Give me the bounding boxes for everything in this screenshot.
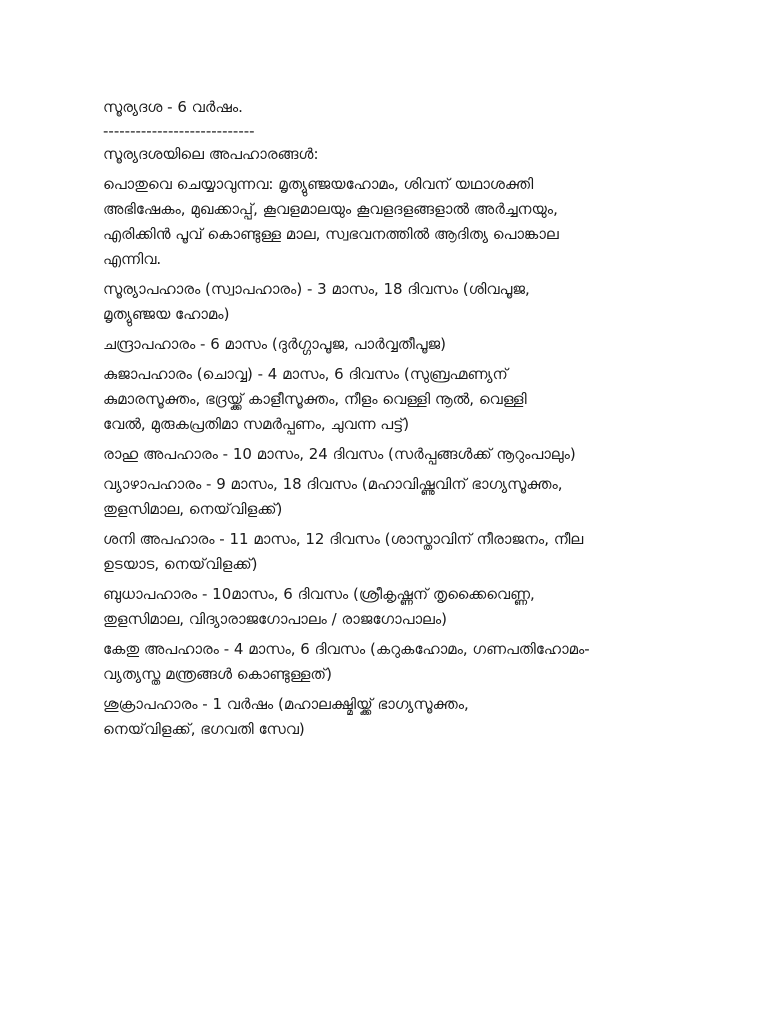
paragraph-kuja-apahara (103, 362, 683, 437)
text-line: വേൽ, മുരുകപ്രതിമാ സമർപ്പണം, ചുവന്ന പട്ട്) (103, 415, 410, 433)
document-title: സൂര്യദശ - 6 വർഷം. (103, 98, 243, 116)
text-line: തുളസിമാല, വിദ്യാരാജഗോപാലം / രാജഗോപാലം) (103, 610, 448, 628)
paragraph-general-remedies (103, 172, 683, 272)
text-line: ചന്ദ്രാപഹാരം - 6 മാസം (ദുർഗ്ഗാപൂജ, പാർവ്വതീപൂജ) (103, 335, 447, 353)
text-line: ഉടയാട, നെയ്‌വിളക്ക്) (103, 555, 258, 573)
horizontal-rule: ---------------------------- (103, 122, 255, 140)
text-line: ബുധാപഹാരം - 10മാസം, 6 ദിവസം (ശ്രീകൃഷ്ണന് തൃക്കൈവെണ്ണ, (103, 585, 535, 603)
text-line: കുജാപഹാരം (ചൊവ്വ) - 4 മാസം, 6 ദിവസം (സുബ്രഹ്മണ്യന് (103, 365, 508, 383)
paragraph-rahu-apahara (103, 442, 683, 467)
paragraph-vyazha-apahara (103, 472, 683, 522)
text-line: പൊതുവെ ചെയ്യാവുന്നവ: മൃത്യുഞ്ജയഹോമം, ശിവന് യഥാശക്തി (103, 175, 534, 193)
text-line: എരിക്കിൻ പൂവ് കൊണ്ടുള്ള മാല, സ്വഭവനത്തിൽ ആദിത്യ പൊങ്കാല (103, 225, 559, 243)
section-heading: സൂര്യദശയിലെ അപഹാരങ്ങൾ: (103, 145, 319, 163)
paragraph-chandra-apahara (103, 332, 683, 357)
text-line: ശനി അപഹാരം - 11 മാസം, 12 ദിവസം (ശാസ്താവിന് നീരാജനം, നീല (103, 530, 584, 548)
text-line: വ്യത്യസ്ത മന്ത്രങ്ങൾ കൊണ്ടുള്ളത്) (103, 665, 332, 683)
text-line: അഭിഷേകം, മുഖക്കാപ്പ്, കൂവളമാലയും കൂവളദളങ്ങളാൽ അർച്ചനയും, (103, 200, 558, 218)
paragraph-shani-apahara (103, 527, 683, 577)
paragraph-ketu-apahara (103, 637, 683, 687)
text-line: രാഹു അപഹാരം - 10 മാസം, 24 ദിവസം (സർപ്പങ്ങൾക്ക് നൂറുംപാലും) (103, 445, 576, 463)
paragraph-shukra-apahara (103, 692, 683, 742)
text-line: സൂര്യാപഹാരം (സ്വാപഹാരം) - 3 മാസം, 18 ദിവസം (ശിവപൂജ, (103, 280, 530, 298)
text-line: തുളസിമാല, നെയ്‌വിളക്ക്) (103, 500, 283, 518)
text-line: മൃത്യുഞ്ജയ ഹോമം) (103, 305, 230, 323)
text-line: നെയ്‌വിളക്ക്, ഭഗവതി സേവ) (103, 720, 305, 738)
paragraph-budha-apahara (103, 582, 683, 632)
document-body (103, 95, 683, 747)
text-line: ശുക്രാപഹാരം - 1 വർഷം (മഹാലക്ഷ്മിയ്ക്ക് ഭാഗ്യസൂക്തം, (103, 695, 469, 713)
paragraph-surya-apahara (103, 277, 683, 327)
text-line: എന്നിവ. (103, 250, 162, 268)
text-line: കുമാരസൂക്തം, ഭദ്രയ്ക്ക് കാളീസൂക്തം, നീളം വെള്ളി നൂൽ, വെള്ളി (103, 390, 527, 408)
text-line: കേതു അപഹാരം - 4 മാസം, 6 ദിവസം (കറുകഹോമം, ഗണപതിഹോമം- (103, 640, 590, 658)
text-line: വ്യാഴാപഹാരം - 9 മാസം, 18 ദിവസം (മഹാവിഷ്ണുവിന് ഭാഗ്യസൂക്തം, (103, 475, 563, 493)
